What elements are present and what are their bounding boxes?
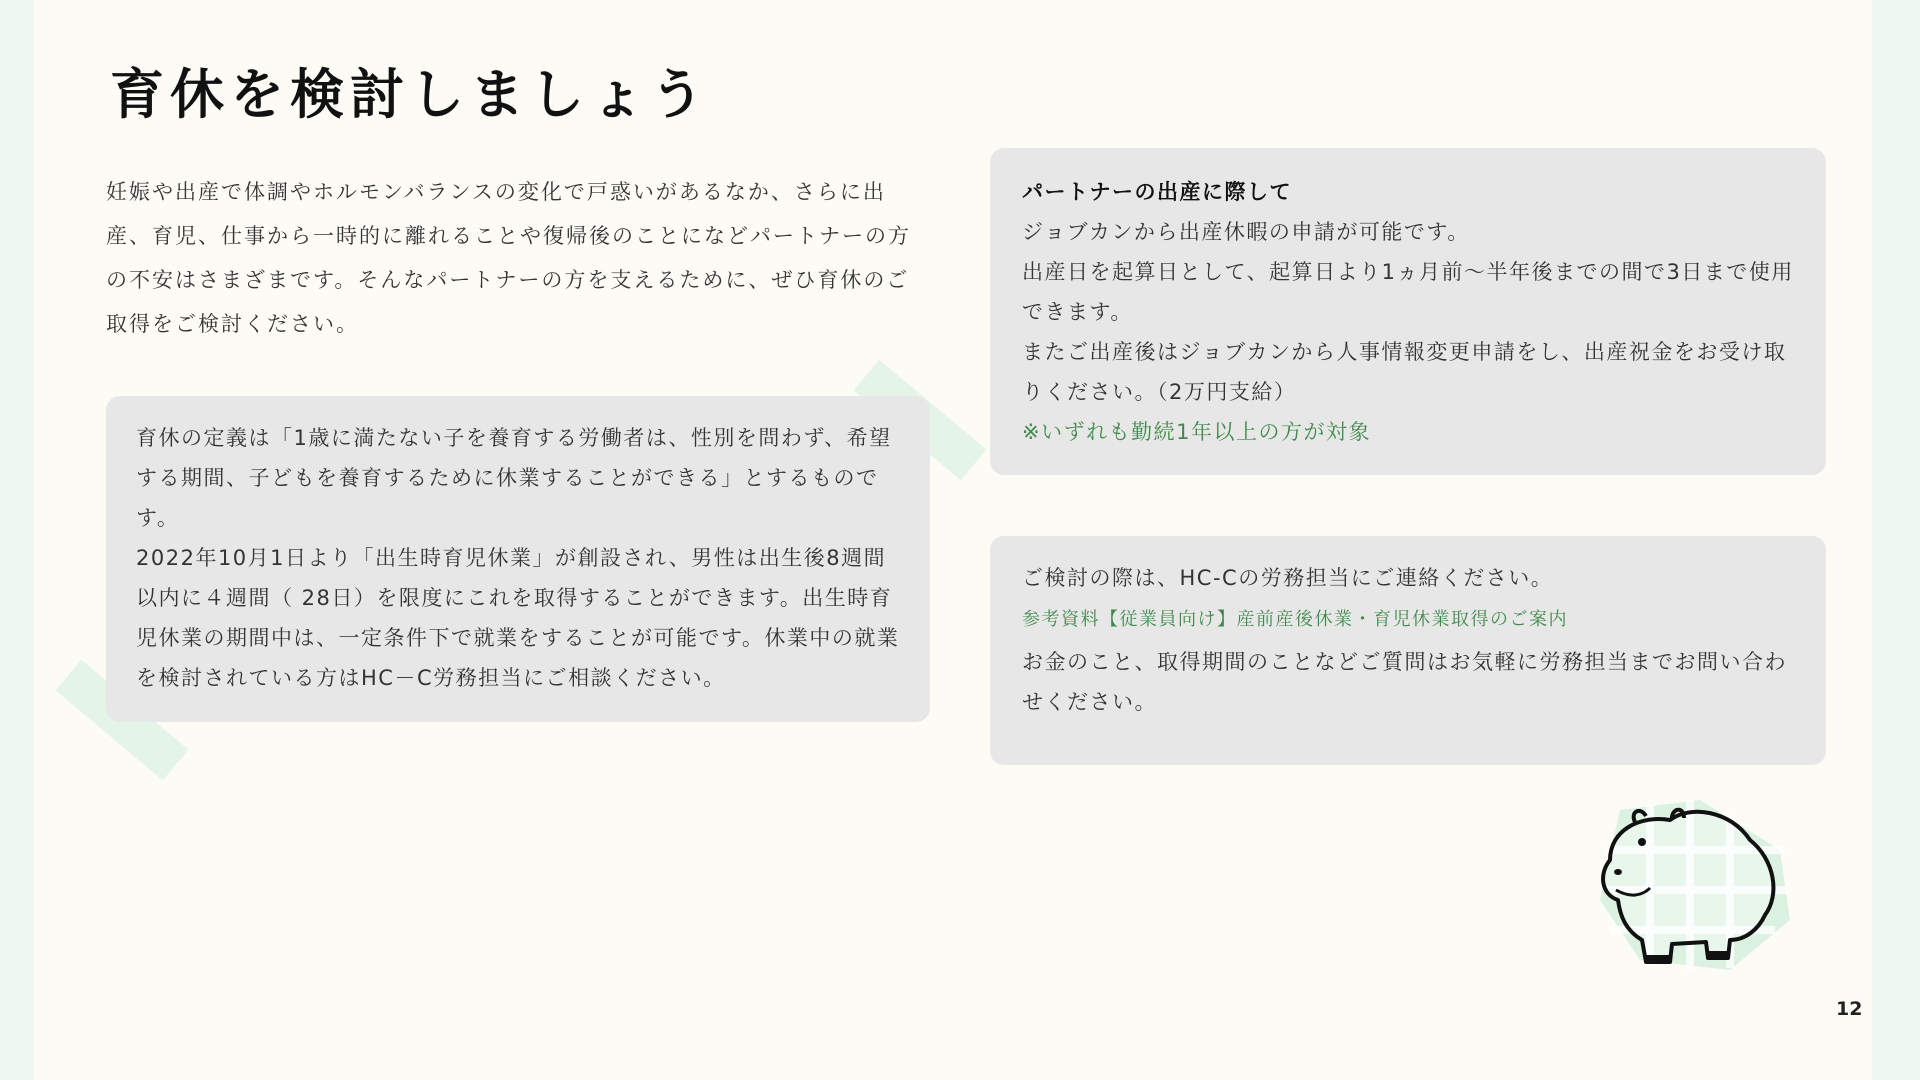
eligibility-note: ※いずれも勤続1年以上の方が対象 [1022,420,1371,444]
postnatal-leave-text: 2022年10月1日より「出生時育児休業」が創設され、男性は出生後8週間以内に４週間（ 28日）を限度にこれを取得することができます。出生時育児休業の期間中は、一定条件下で就業をすることが可能です。休業中の就業を検討されている方はHC－C労務担当にご相談ください。 [136,546,900,690]
page-number: 12 [1836,998,1863,1020]
hippo-illustration-icon [1580,790,1800,980]
partner-birth-heading: パートナーの出産に際して [1022,180,1292,204]
right-border-strip [1872,0,1920,1080]
left-border-strip [0,0,34,1080]
partner-birth-box [990,148,1826,475]
partner-birth-line: またご出産後はジョブカンから人事情報変更申請をし、出産祝金をお受け取りください。（2万円支給） [1022,340,1787,404]
partner-birth-line: ジョブカンから出産休暇の申請が可能です。 [1022,220,1470,244]
intro-paragraph: 妊娠や出産で体調やホルモンバランスの変化で戸惑いがあるなか、さらに出産、育児、仕事から一時的に離れることや復帰後のことになどパートナーの方の不安はさまざまです。そんなパートナーの方を支えるために、ぜひ育休のご取得をご検討ください。 [106,180,911,336]
definition-text: 育休の定義は「1歳に満たない子を養育する労働者は、性別を問わず、希望する期間、子どもを養育するために休業することができる」とするものです。 [136,426,892,530]
partner-birth-line: 出産日を起算日として、起算日より1ヵ月前〜半年後までの間で3日まで使用できます。 [1022,260,1794,324]
reference-link[interactable]: 参考資料【従業員向け】産前産後休業・育児休業取得のご案内 [1022,609,1568,630]
contact-line: ご検討の際は、HC-Cの労務担当にご連絡ください。 [1022,566,1554,590]
contact-line: お金のこと、取得期間のことなどご質問はお気軽に労務担当までお問い合わせください。 [1022,650,1787,714]
contact-box [990,536,1826,765]
page-title: 育休を検討しましょう [110,63,710,126]
definition-box [106,396,930,722]
